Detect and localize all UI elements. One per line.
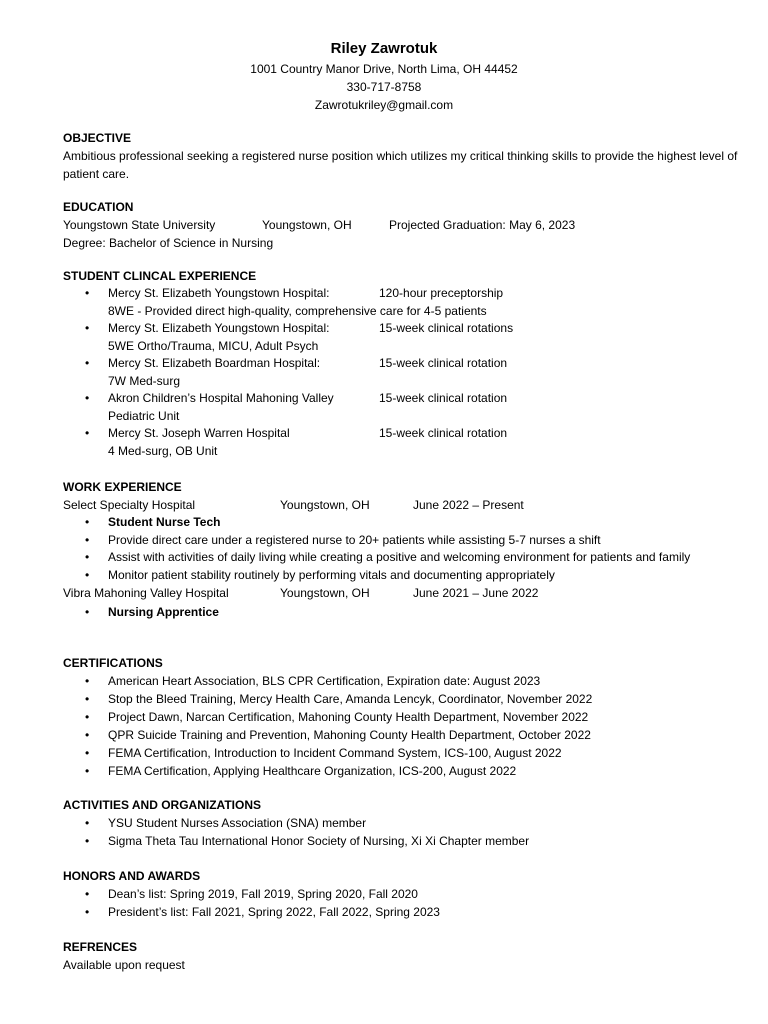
clinical-detail: 7W Med-surg xyxy=(108,373,181,388)
bullet: • xyxy=(85,426,90,440)
education-section xyxy=(63,198,743,252)
address: 1001 Country Manor Drive, North Lima, OH 44452 xyxy=(250,62,518,76)
list-item xyxy=(63,549,743,567)
job-title: Student Nurse Tech xyxy=(108,515,221,529)
employer: Vibra Mahoning Valley Hospital xyxy=(63,586,229,600)
bullet: • xyxy=(85,834,90,848)
candidate-name: Riley Zawrotuk xyxy=(330,40,438,57)
job-duty: Assist with activities of daily living while creating a positive and welcoming environment for patients and family xyxy=(108,550,691,564)
bullet: • xyxy=(85,356,90,370)
bullet: • xyxy=(85,321,90,335)
bullet: • xyxy=(85,692,90,706)
bullet: • xyxy=(85,746,90,760)
bullet: • xyxy=(85,515,90,529)
list-item xyxy=(63,320,743,355)
list-item xyxy=(63,390,743,425)
list-item xyxy=(63,690,743,708)
list-item xyxy=(63,672,743,690)
list-item xyxy=(63,903,743,921)
clinical-place: Mercy St. Elizabeth Youngstown Hospital: xyxy=(108,321,330,335)
clinical-duration: 15-week clinical rotations xyxy=(379,321,514,335)
clinical-detail: 5WE Ortho/Trauma, MICU, Adult Psych xyxy=(108,338,319,353)
certification: FEMA Certification, Introduction to Incident Command System, ICS-100, August 2022 xyxy=(108,746,562,760)
bullet: • xyxy=(85,391,90,405)
bullet: • xyxy=(85,550,90,564)
references-text: Available upon request xyxy=(63,958,185,972)
clinical-place: Akron Children’s Hospital Mahoning Valley xyxy=(108,391,334,405)
honors-heading: HONORS AND AWARDS xyxy=(63,869,201,883)
clinical-place: Mercy St. Joseph Warren Hospital xyxy=(108,426,290,440)
list-item xyxy=(63,726,743,744)
job-row xyxy=(63,496,743,514)
bullet: • xyxy=(85,710,90,724)
email: Zawrotukriley@gmail.com xyxy=(314,98,454,112)
resume-header xyxy=(0,38,768,114)
list-item xyxy=(63,744,743,762)
clinical-duration: 120-hour preceptorship xyxy=(379,286,504,300)
list-item xyxy=(63,832,743,850)
job-title: Nursing Apprentice xyxy=(108,605,219,619)
bullet: • xyxy=(85,532,90,547)
references-heading: REFRENCES xyxy=(63,940,138,954)
clinical-heading: STUDENT CLINCAL EXPERIENCE xyxy=(63,269,257,283)
employer: Select Specialty Hospital xyxy=(63,498,196,512)
list-item xyxy=(63,814,743,832)
list-item xyxy=(63,604,743,622)
list-item xyxy=(63,567,743,585)
education-row xyxy=(63,216,743,234)
list-item xyxy=(63,355,743,390)
job-duty: Provide direct care under a registered nurse to 20+ patients while assisting 5-7 nurses a shift xyxy=(108,532,601,547)
work-heading: WORK EXPERIENCE xyxy=(63,480,182,494)
clinical-duration: 15-week clinical rotation xyxy=(379,356,508,370)
bullet: • xyxy=(85,887,90,901)
activities-section xyxy=(63,796,743,850)
bullet: • xyxy=(85,286,90,300)
list-item xyxy=(63,762,743,780)
school-location: Youngstown, OH xyxy=(262,218,352,232)
clinical-duration: 15-week clinical rotation xyxy=(379,391,508,405)
education-heading: EDUCATION xyxy=(63,200,134,214)
bullet: • xyxy=(85,674,90,688)
objective-section xyxy=(63,129,743,183)
list-item xyxy=(63,885,743,903)
certification: Stop the Bleed Training, Mercy Health Care, Amanda Lencyk, Coordinator, November 2022 xyxy=(108,692,593,706)
list-item xyxy=(63,532,743,550)
bullet: • xyxy=(85,605,90,619)
graduation-date: Projected Graduation: May 6, 2023 xyxy=(389,218,576,232)
list-item xyxy=(63,285,743,320)
degree: Degree: Bachelor of Science in Nursing xyxy=(63,236,274,250)
clinical-duration: 15-week clinical rotation xyxy=(379,426,508,440)
school-name: Youngstown State University xyxy=(63,218,216,232)
clinical-detail: 4 Med-surg, OB Unit xyxy=(108,443,218,458)
clinical-detail: 8WE - Provided direct high-quality, comprehensive care for 4-5 patients xyxy=(108,303,487,318)
clinical-detail: Pediatric Unit xyxy=(108,408,180,423)
certification: Project Dawn, Narcan Certification, Mahoning County Health Department, November 2022 xyxy=(108,710,589,724)
phone: 330-717-8758 xyxy=(346,80,422,94)
certification: QPR Suicide Training and Prevention, Mahoning County Health Department, October 2022 xyxy=(108,728,591,742)
activities-heading: ACTIVITIES AND ORGANIZATIONS xyxy=(63,798,261,812)
honor: Dean’s list: Spring 2019, Fall 2019, Spring 2020, Fall 2020 xyxy=(108,887,418,901)
objective-heading: OBJECTIVE xyxy=(63,131,132,145)
certifications-heading: CERTIFICATIONS xyxy=(63,656,163,670)
bullet: • xyxy=(85,567,90,582)
job-location: Youngstown, OH xyxy=(280,498,370,512)
certifications-section xyxy=(63,654,743,780)
objective-text: Ambitious professional seeking a registered nurse position which utilizes my critical thinking skills to provide the highest level of patient care. xyxy=(63,149,738,181)
clinical-place: Mercy St. Elizabeth Youngstown Hospital: xyxy=(108,286,330,300)
bullet: • xyxy=(85,764,90,778)
job-dates: June 2022 – Present xyxy=(413,498,524,512)
job-row xyxy=(63,584,743,602)
activity: YSU Student Nurses Association (SNA) member xyxy=(108,816,367,830)
honors-section xyxy=(63,867,743,921)
job-duty: Monitor patient stability routinely by performing vitals and documenting appropriately xyxy=(108,567,555,582)
clinical-place: Mercy St. Elizabeth Boardman Hospital: xyxy=(108,356,321,370)
work-section xyxy=(63,478,743,622)
clinical-section xyxy=(63,267,743,460)
bullet: • xyxy=(85,816,90,830)
list-item xyxy=(63,708,743,726)
bullet: • xyxy=(85,905,90,919)
job-location: Youngstown, OH xyxy=(280,586,370,600)
honor: President’s list: Fall 2021, Spring 2022, Fall 2022, Spring 2023 xyxy=(108,905,440,919)
list-item xyxy=(63,425,743,460)
references-section xyxy=(63,938,743,974)
bullet: • xyxy=(85,728,90,742)
activity: Sigma Theta Tau International Honor Society of Nursing, Xi Xi Chapter member xyxy=(108,834,530,848)
certification: American Heart Association, BLS CPR Certification, Expiration date: August 2023 xyxy=(108,674,541,688)
certification: FEMA Certification, Applying Healthcare Organization, ICS-200, August 2022 xyxy=(108,764,517,778)
job-dates: June 2021 – June 2022 xyxy=(413,586,539,600)
list-item xyxy=(63,514,743,532)
